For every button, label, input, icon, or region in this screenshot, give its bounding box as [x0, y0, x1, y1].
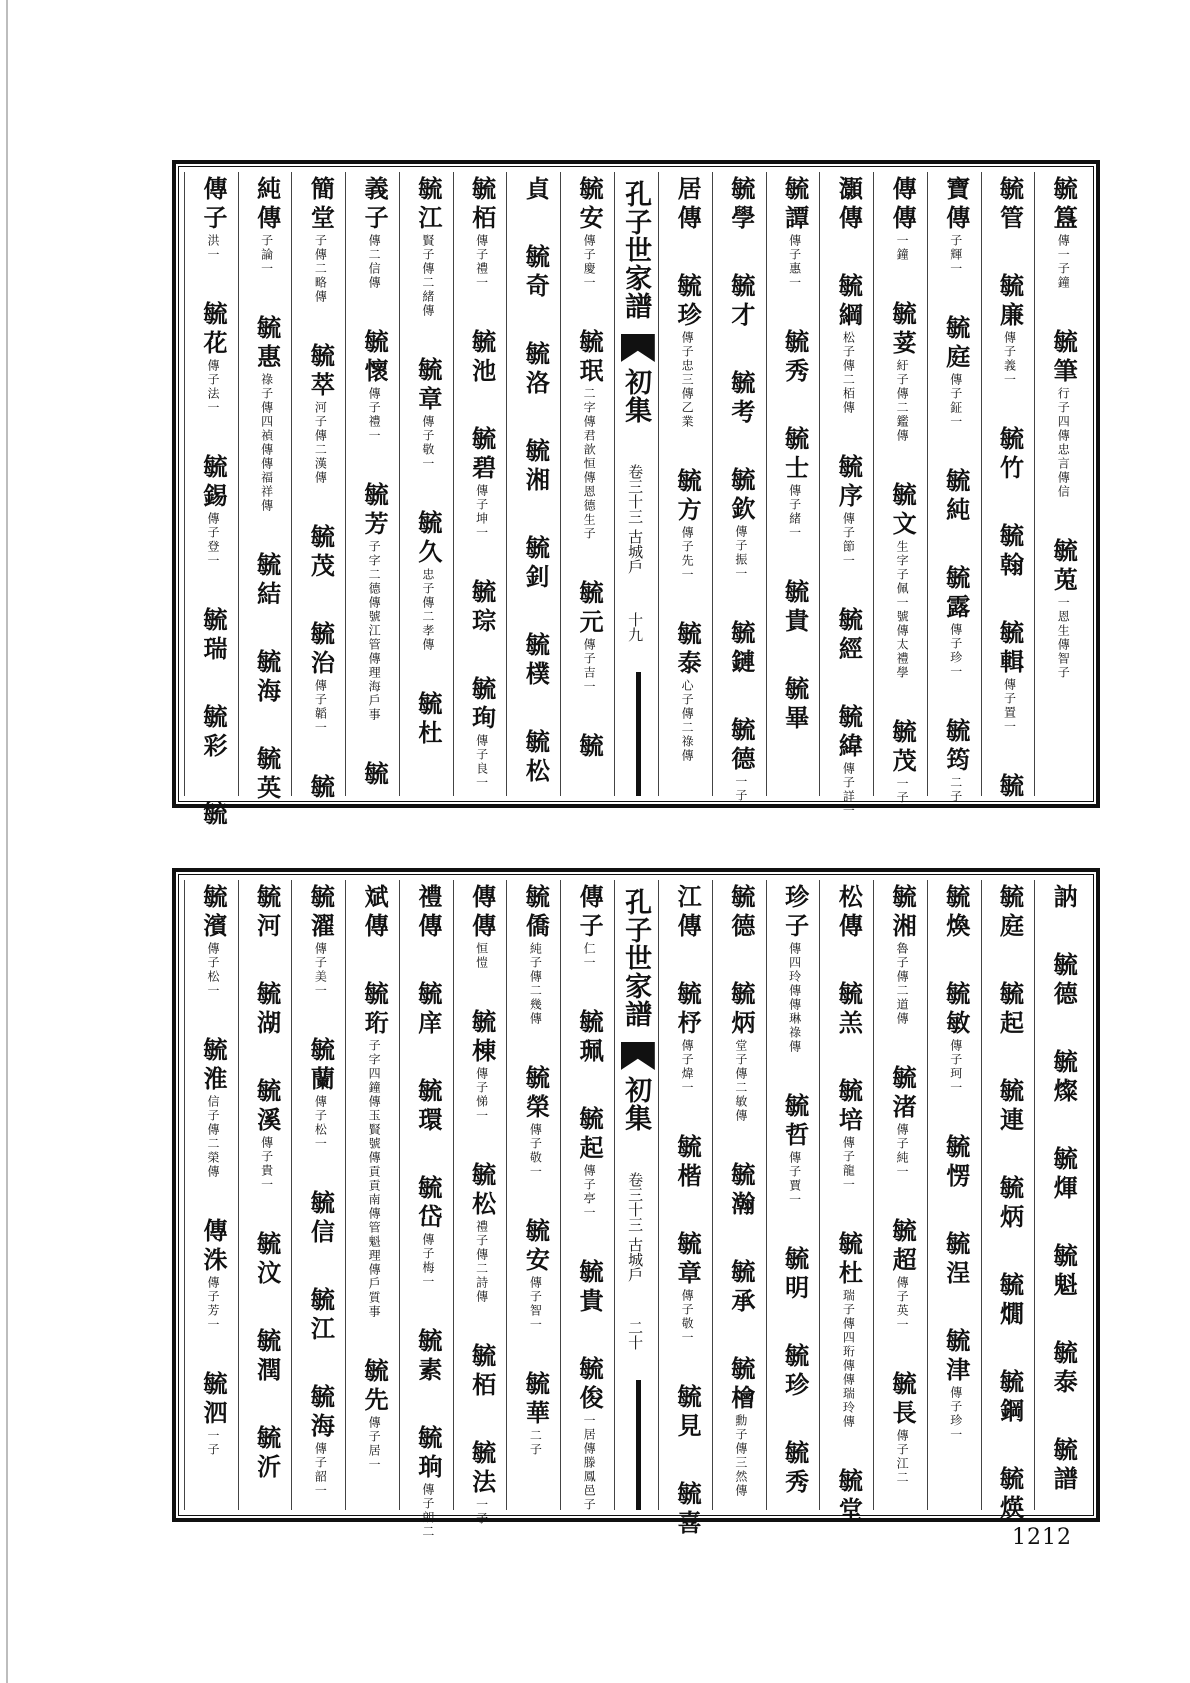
- genealogy-column: [658, 172, 712, 796]
- entry: 毓海傳子韶一: [306, 1384, 336, 1498]
- leaf-number: 十九: [626, 612, 645, 642]
- entry: 毓珍傳子忠三傳乙業: [673, 273, 703, 429]
- entry: 毓僑純子傳二幾傳: [521, 884, 551, 1026]
- genealogy-column: [927, 880, 981, 1510]
- entry: 毓彩: [198, 704, 228, 762]
- column-text: [520, 884, 550, 1506]
- entry: 毓結: [252, 552, 282, 610]
- entry: 毓鏈: [726, 620, 756, 678]
- entry: 毓譜: [1049, 1437, 1079, 1495]
- genealogy-column: [981, 172, 1035, 802]
- entry: 毓錫傳子登一: [198, 454, 228, 568]
- entry: 毓方傳子先一: [673, 468, 703, 582]
- genealogy-column: [981, 880, 1035, 1524]
- entry: 毓喜: [673, 1481, 703, 1539]
- entry: 毓岱傳子梅一: [413, 1175, 443, 1289]
- entry: 毓炳: [995, 1175, 1025, 1233]
- entry: 簡堂子傳二略傳: [306, 176, 336, 304]
- column-text: [305, 884, 335, 1506]
- entry: 毓鋼: [995, 1369, 1025, 1427]
- entry: 毓學: [726, 176, 756, 234]
- entry: 毓杼傳子煒一: [673, 981, 703, 1095]
- entry: 毓楷: [673, 1134, 703, 1192]
- column-text: [305, 176, 336, 803]
- entry: 毓貴: [780, 579, 810, 637]
- entry: 毓江: [306, 1287, 336, 1345]
- entry: 毓潤: [252, 1328, 282, 1386]
- column-text: [467, 176, 497, 792]
- entry: 毓愣: [941, 1134, 971, 1192]
- entry: 毓松禮子傳二詩傳: [467, 1162, 497, 1304]
- entry: 毓貴: [575, 1259, 605, 1317]
- book-title: 孔子世家譜: [620, 180, 652, 320]
- entry: 毓茂: [306, 524, 336, 582]
- entry: 毓: [575, 733, 605, 762]
- entry: 毓洛: [521, 341, 551, 399]
- fishtail-mark: [621, 334, 655, 362]
- entry: 毓章傳子敬一: [413, 357, 443, 471]
- entry: 毓明: [780, 1246, 810, 1304]
- entry: 毓環: [413, 1078, 443, 1136]
- entry: 毓竹: [995, 426, 1025, 484]
- column-text: [941, 176, 971, 804]
- entry: 毓珩子字四鐘傳玉賢號傳貢貢南傳管魁理傳戶質事: [360, 981, 390, 1319]
- entry: 毓起傳子亭一: [575, 1106, 605, 1220]
- entry: 毓莵一恩生傳智子: [1049, 538, 1079, 680]
- entry: 毓荽紆子傳二鑑傳: [888, 301, 918, 443]
- volume-label: 初集: [620, 1076, 652, 1132]
- entry: 斌傳: [360, 884, 390, 942]
- entry: 毓俊一居傳滕鳳邑子: [575, 1356, 605, 1512]
- column-text: [672, 884, 703, 1539]
- entry: 毓: [995, 773, 1025, 802]
- entry: 松傳: [834, 884, 864, 942]
- entry: 毓秀: [780, 1440, 810, 1498]
- genealogy-column: [819, 172, 873, 818]
- entry: 貞: [521, 176, 551, 205]
- entry: 毓素: [413, 1328, 443, 1386]
- entry: 毓栢: [467, 1343, 497, 1401]
- column-text: [252, 884, 282, 1506]
- entry: 毓汶: [252, 1231, 282, 1289]
- entry: 毓杜瑞子傳四珩傳傳瑞玲傳: [834, 1231, 864, 1429]
- volume-detail: 卷三十三 古城戶: [626, 464, 645, 574]
- column-text: [887, 884, 917, 1506]
- entry: 禮傳: [413, 884, 443, 942]
- entry: 毓承: [726, 1259, 756, 1317]
- entry: 毓蘭傳子松一: [306, 1037, 336, 1151]
- spine-bar: [636, 1380, 641, 1510]
- column-text: [198, 884, 228, 1506]
- entry: 毓安傳子慶一: [575, 176, 605, 290]
- genealogy-column: [399, 172, 453, 796]
- entry: 毓瑞: [198, 607, 228, 665]
- entry: 毓才: [726, 273, 756, 331]
- column-text: [252, 176, 282, 804]
- entry: 毓久忠子傳二孝傳: [413, 510, 443, 652]
- column-text: [198, 176, 228, 830]
- entry: 珍子傳四玲傳傳琳祿傳: [780, 884, 810, 1054]
- entry: 傳子仁一: [575, 884, 605, 970]
- entry: 毓經: [834, 607, 864, 665]
- column-text: [520, 176, 550, 792]
- genealogy-column: [766, 880, 820, 1510]
- entry: 毓樸: [521, 632, 551, 690]
- entry: 毓煥: [941, 884, 971, 942]
- entry: 毓栢傳子禮一: [467, 176, 497, 290]
- upper-page-frame: [172, 160, 1100, 830]
- column-text: [672, 176, 702, 792]
- genealogy-column: [766, 172, 820, 796]
- entry: 毓筆行子四傳忠言傳信: [1049, 329, 1079, 499]
- entry: 毓: [198, 801, 228, 830]
- entry: 毓見: [673, 1384, 703, 1442]
- column-text: [359, 884, 389, 1506]
- spine-bar: [636, 672, 641, 796]
- center-spine: [614, 172, 658, 796]
- entry: 毓珉二字傳君歆恒傳恩德生子: [575, 329, 605, 541]
- genealogy-column: [399, 880, 453, 1539]
- entry: 毓德: [726, 884, 756, 942]
- column-text: [726, 884, 756, 1506]
- column-text: [995, 884, 1025, 1524]
- column-text: [833, 884, 864, 1526]
- entry: 純傳子論一: [252, 176, 282, 276]
- entry: 傳子洪一: [198, 176, 228, 262]
- entry: 毓泰心子傳二祿傳: [673, 621, 703, 763]
- entry: 毓珮: [575, 1009, 605, 1067]
- entry: 毓松: [521, 729, 551, 787]
- entry: 毓濱傳子松一: [198, 884, 228, 998]
- entry: 毓: [360, 761, 390, 790]
- entry: 毓綱松子傳二栢傳: [834, 273, 864, 415]
- book-title: 孔子世家譜: [620, 888, 652, 1028]
- entry: 毓敏傳子珂一: [941, 981, 971, 1095]
- entry: 毓文生字子佩一號傳太禮學: [888, 482, 918, 680]
- entry: 毓河: [252, 884, 282, 942]
- entry: 毓畢: [780, 676, 810, 734]
- column-text: [887, 176, 918, 805]
- entry: 毓超傳子英一: [888, 1218, 918, 1332]
- entry: 毓輯傳子置一: [995, 620, 1025, 734]
- genealogy-column: [291, 880, 345, 1510]
- entry: 毓考: [726, 370, 756, 428]
- genealogy-column: [927, 172, 981, 804]
- entry: 居傳: [673, 176, 703, 234]
- entry: 毓湖: [252, 981, 282, 1039]
- entry: 毓釗: [521, 535, 551, 593]
- entry: 毓: [306, 774, 336, 803]
- entry: 毓檜勳子傳三然傳: [726, 1356, 756, 1498]
- entry: 毓惠祿子傳四禎傳傳福祥傳: [252, 315, 282, 513]
- entry: 毓欽傳子振一: [726, 467, 756, 581]
- column-text: [941, 884, 971, 1506]
- genealogy-column: [291, 172, 345, 803]
- genealogy-column: [506, 880, 560, 1510]
- entry: 毓長傳子江二: [888, 1371, 918, 1485]
- entry: 毓德: [1049, 952, 1079, 1010]
- entry: 毓湘: [521, 438, 551, 496]
- entry: 毓珣傳子良一: [467, 676, 497, 790]
- entry: 毓魁: [1049, 1243, 1079, 1301]
- entry: 毓沂: [252, 1425, 282, 1483]
- entry: 毓華二子: [521, 1371, 551, 1457]
- entry: 毓棟傳子悌一: [467, 1009, 497, 1123]
- entry: 毓茂一子: [888, 719, 918, 805]
- entry: 毓溪傳子貴一: [252, 1078, 282, 1192]
- upper-genealogy-columns: [184, 172, 1088, 830]
- column-text: [995, 176, 1025, 802]
- entry: 毓浧: [941, 1231, 971, 1289]
- entry: 寶傳子輝一: [941, 176, 971, 276]
- genealogy-column: [238, 880, 292, 1510]
- genealogy-column: [345, 880, 399, 1510]
- entry: 毓燗: [995, 1272, 1025, 1330]
- column-text: [413, 176, 443, 792]
- entry: 毓炳堂子傳二敏傳: [726, 981, 756, 1123]
- entry: 毓燦: [1049, 1049, 1079, 1107]
- entry: 毓安傳子智一: [521, 1218, 551, 1332]
- column-text: [780, 176, 810, 792]
- genealogy-column: [1034, 880, 1088, 1510]
- entry: 毓培傳子龍一: [834, 1078, 864, 1192]
- entry: 毓濯傳子美一: [306, 884, 336, 998]
- entry: 毓海: [252, 649, 282, 707]
- genealogy-column: [712, 880, 766, 1510]
- volume-label: 初集: [620, 368, 652, 424]
- column-text: [1048, 176, 1078, 792]
- entry: 毓哲傳子賈一: [780, 1093, 810, 1207]
- genealogy-column: [453, 880, 507, 1526]
- column-text: [780, 884, 810, 1506]
- column-text: [726, 176, 756, 803]
- column-text: [1048, 884, 1078, 1506]
- genealogy-column: [560, 880, 614, 1510]
- entry: 義子傳二信傳: [360, 176, 390, 290]
- entry: 毓池: [467, 329, 497, 387]
- column-text: [574, 176, 604, 792]
- entry: 毓羔: [834, 981, 864, 1039]
- entry: 毓治傳子韜一: [306, 621, 336, 735]
- entry: 毓庭: [995, 884, 1025, 942]
- entry: 毓碧傳子坤一: [467, 426, 497, 540]
- scan-edge-line: [6, 0, 8, 1683]
- leaf-number: 二十: [626, 1320, 645, 1350]
- entry: 毓德一子: [726, 717, 756, 803]
- entry: 毓渚傳子純一: [888, 1065, 918, 1179]
- genealogy-column: [184, 880, 238, 1510]
- entry: 傳傳一鐘: [888, 176, 918, 262]
- entry: 毓翰: [995, 523, 1025, 581]
- entry: 毓瀚: [726, 1162, 756, 1220]
- entry: 毓煇: [1049, 1146, 1079, 1204]
- page-number: 1212: [1012, 1525, 1072, 1550]
- entry: 毓譚傳子惠一: [780, 176, 810, 290]
- entry: 毓泰: [1049, 1340, 1079, 1398]
- genealogy-column: [1034, 172, 1088, 796]
- genealogy-column: [506, 172, 560, 796]
- entry: 毓秀: [780, 329, 810, 387]
- entry: 毓泗一子: [198, 1371, 228, 1457]
- column-text: [359, 176, 389, 792]
- entry: 毓奇: [521, 244, 551, 302]
- entry: 訥: [1049, 884, 1079, 913]
- entry: 毓江賢子傳二緒傳: [413, 176, 443, 318]
- entry: 傳傳恒愷: [467, 884, 497, 970]
- genealogy-column: [873, 172, 927, 805]
- entry: 毓連: [995, 1078, 1025, 1136]
- entry: 毓堂: [834, 1468, 864, 1526]
- column-text: [574, 884, 605, 1512]
- center-spine: [614, 880, 658, 1510]
- entry: 毓元傳子吉一: [575, 580, 605, 694]
- genealogy-column: [658, 880, 712, 1539]
- genealogy-column: [184, 172, 238, 830]
- genealogy-column: [873, 880, 927, 1510]
- column-text: [833, 176, 864, 818]
- entry: 傳洙傳子芳一: [198, 1218, 228, 1332]
- entry: 毓萃河子傳二漢傳: [306, 343, 336, 485]
- column-text: [467, 884, 497, 1526]
- entry: 毓湘魯子傳二道傳: [888, 884, 918, 1026]
- entry: 毓榮傳子敬一: [521, 1065, 551, 1179]
- entry: 毓英: [252, 746, 282, 804]
- entry: 毓珍: [780, 1343, 810, 1401]
- entry: 毓起: [995, 981, 1025, 1039]
- entry: 毓筠二子: [941, 718, 971, 804]
- entry: 毓杜: [413, 691, 443, 749]
- entry: 毓懷傳子禮一: [360, 329, 390, 443]
- volume-detail: 卷三十三 古城戶: [626, 1172, 645, 1282]
- entry: 毓津傳子珍一: [941, 1328, 971, 1442]
- entry: 毓庠: [413, 981, 443, 1039]
- entry: 毓管: [995, 176, 1025, 234]
- column-text: [413, 884, 443, 1539]
- entry: 毓煐: [995, 1466, 1025, 1524]
- entry: 毓琮: [467, 579, 497, 637]
- entry: 毓芳子字二德傳號江管傳理海戶事: [360, 482, 390, 722]
- entry: 毓先傳子居一: [360, 1358, 390, 1472]
- genealogy-column: [560, 172, 614, 796]
- entry: 毓序傳子節一: [834, 454, 864, 568]
- entry: 毓庭傳子鉦一: [941, 315, 971, 429]
- entry: 毓露傳子珍一: [941, 565, 971, 679]
- genealogy-column: [345, 172, 399, 796]
- genealogy-column: [712, 172, 766, 803]
- entry: 毓章傳子敬一: [673, 1231, 703, 1345]
- genealogy-column: [819, 880, 873, 1526]
- entry: 灝傳: [834, 176, 864, 234]
- fishtail-mark: [621, 1042, 655, 1070]
- entry: 毓廉傳子義一: [995, 273, 1025, 387]
- entry: 江傳: [673, 884, 703, 942]
- genealogy-column: [453, 172, 507, 796]
- entry: 毓簋傳一子鐘: [1049, 176, 1079, 290]
- entry: 毓淮信子傳二榮傳: [198, 1037, 228, 1179]
- genealogy-column: [238, 172, 292, 804]
- entry: 毓法一子: [467, 1440, 497, 1526]
- entry: 毓緯傳子詳一: [834, 704, 864, 818]
- entry: 毓信: [306, 1190, 336, 1248]
- entry: 毓花傳子法一: [198, 301, 228, 415]
- entry: 毓珦傳子朗二: [413, 1425, 443, 1539]
- entry: 毓士傳子緒一: [780, 426, 810, 540]
- entry: 毓純: [941, 468, 971, 526]
